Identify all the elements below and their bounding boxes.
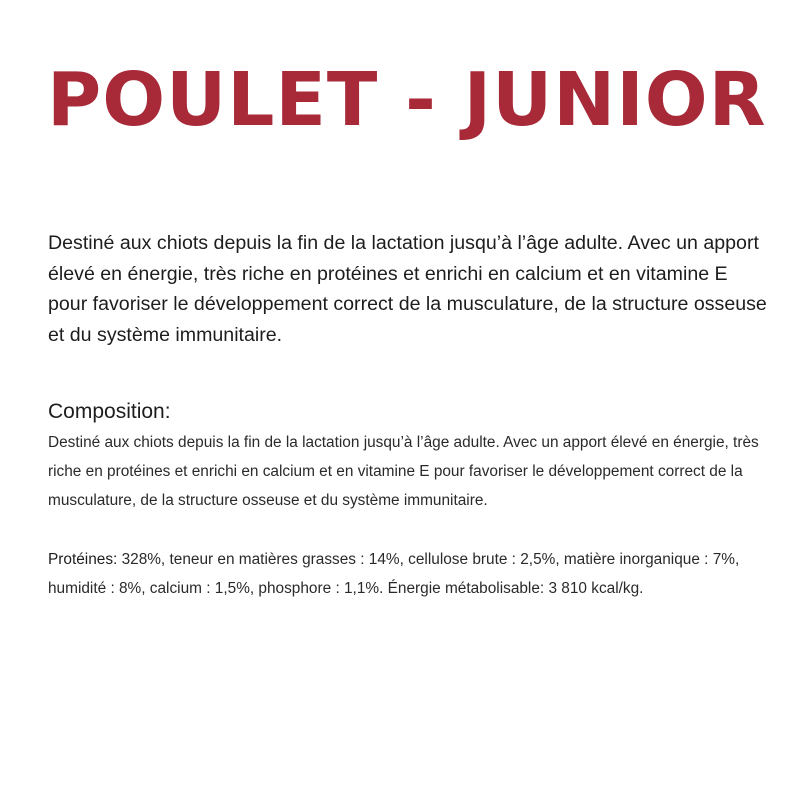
product-description: Destiné aux chiots depuis la fin de la lactation jusqu’à l’âge adulte. Avec un apport élevé en énergie, très riche en protéines et enrichi en calcium et en vitamine E pour favoriser le développement correct de la musculature, de la structure osseuse et du système immunitaire. [48,232,767,346]
composition-heading: Composition: [48,400,171,423]
product-title: POULET - JUNIOR [47,57,767,143]
composition-text: Destiné aux chiots depuis la fin de la lactation jusqu’à l’âge adulte. Avec un apport élevé en énergie, très riche en protéines et enrichi en calcium et en vitamine E pour favoriser le développement correct de la musculature, de la structure osseuse et du système immunitaire. [48,434,759,509]
nutrient-analysis [48,545,778,603]
nutrient-label: Protéines: [48,551,118,568]
nutrient-values: 328%, teneur en matières grasses : 14%, cellulose brute : 2,5%, matière inorganique : 7%, humidité : 8%, calcium : 1,5%, phosphore : 1,1%. Énergie métabolisable: 3 810 kcal/kg. [48,551,740,597]
